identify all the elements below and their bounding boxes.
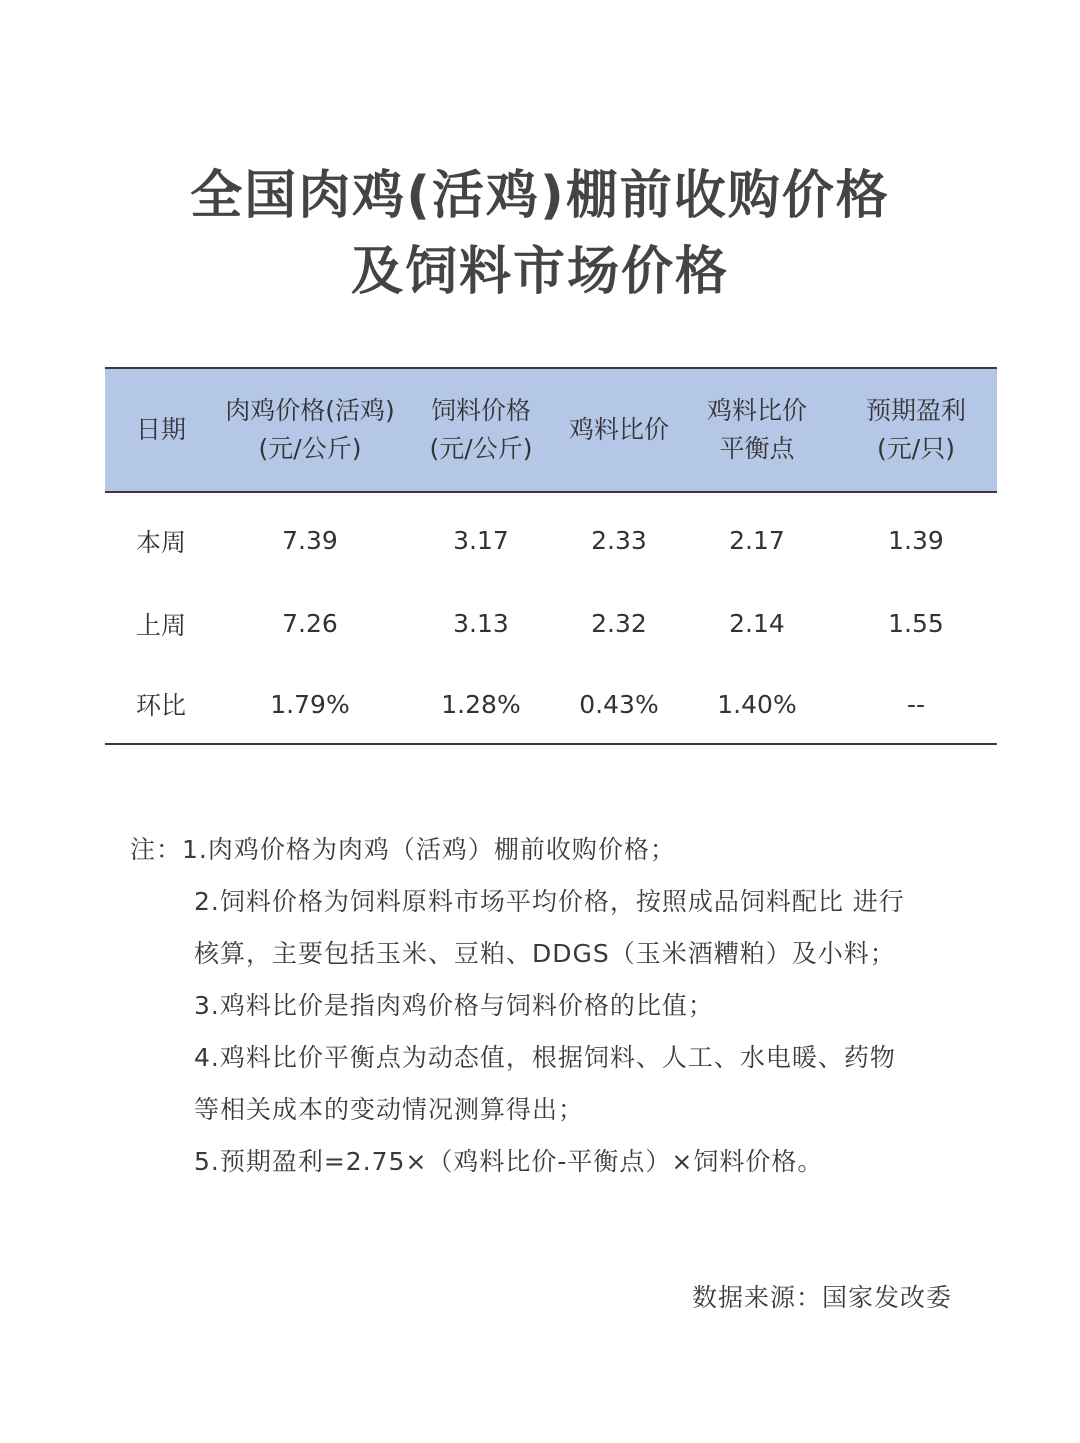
cell-feed-price: 1.28% — [403, 665, 559, 744]
cell-ratio: 0.43% — [559, 665, 679, 744]
note-line-4: 3.鸡料比价是指肉鸡价格与饲料价格的比值； — [194, 991, 714, 1020]
header-feed-price: 饲料价格 (元/公斤) — [403, 368, 559, 492]
table-row — [105, 492, 997, 582]
cell-chicken-price: 7.39 — [282, 526, 338, 555]
cell-balance-point: 1.40% — [679, 665, 835, 744]
note-line-5: 4.鸡料比价平衡点为动态值，根据饲料、人工、水电暖、药物 — [194, 1043, 896, 1072]
header-ratio: 鸡料比价 — [559, 368, 679, 492]
cell-expected-profit: -- — [835, 665, 997, 744]
header-balance-point: 鸡料比价 平衡点 — [679, 368, 835, 492]
notes-section — [130, 824, 960, 1188]
title-line-1: 全国肉鸡(活鸡)棚前收购价格 — [190, 166, 890, 226]
table-row — [105, 665, 997, 744]
title-line-2: 及饲料市场价格 — [350, 242, 729, 302]
header-chicken-price: 肉鸡价格(活鸡) (元/公斤) — [217, 368, 403, 492]
note-line-1: 注：1.肉鸡价格为肉鸡（活鸡）棚前收购价格； — [130, 835, 676, 864]
note-line-7: 5.预期盈利=2.75×（鸡料比价-平衡点）×饲料价格。 — [194, 1147, 824, 1176]
cell-chicken-price: 1.79% — [217, 665, 403, 744]
note-line-2: 2.饲料价格为饲料原料市场平均价格，按照成品饲料配比 进行 — [194, 887, 905, 916]
cell-ratio: 2.33 — [591, 526, 647, 555]
price-table-container — [105, 367, 997, 745]
cell-balance-point: 2.14 — [729, 609, 785, 638]
data-source: 数据来源：国家发改委 — [691, 1283, 952, 1312]
page-title — [0, 158, 1080, 310]
header-date: 日期 — [105, 368, 217, 492]
cell-date: 环比 — [105, 665, 217, 744]
note-line-6: 等相关成本的变动情况测算得出； — [194, 1095, 585, 1124]
cell-feed-price: 3.13 — [453, 609, 509, 638]
header-expected-profit: 预期盈利 (元/只) — [835, 368, 997, 492]
cell-feed-price: 3.17 — [453, 526, 509, 555]
table-header-row — [105, 368, 997, 492]
cell-date: 本周 — [135, 527, 186, 557]
note-line-3: 核算，主要包括玉米、豆粕、DDGS（玉米酒糟粕）及小料； — [194, 939, 896, 968]
table-row — [105, 582, 997, 665]
cell-chicken-price: 7.26 — [282, 609, 338, 638]
price-table — [105, 367, 997, 745]
cell-ratio: 2.32 — [591, 609, 647, 638]
cell-expected-profit: 1.39 — [888, 526, 944, 555]
cell-date: 上周 — [135, 610, 186, 640]
cell-expected-profit: 1.55 — [888, 609, 944, 638]
cell-balance-point: 2.17 — [729, 526, 785, 555]
